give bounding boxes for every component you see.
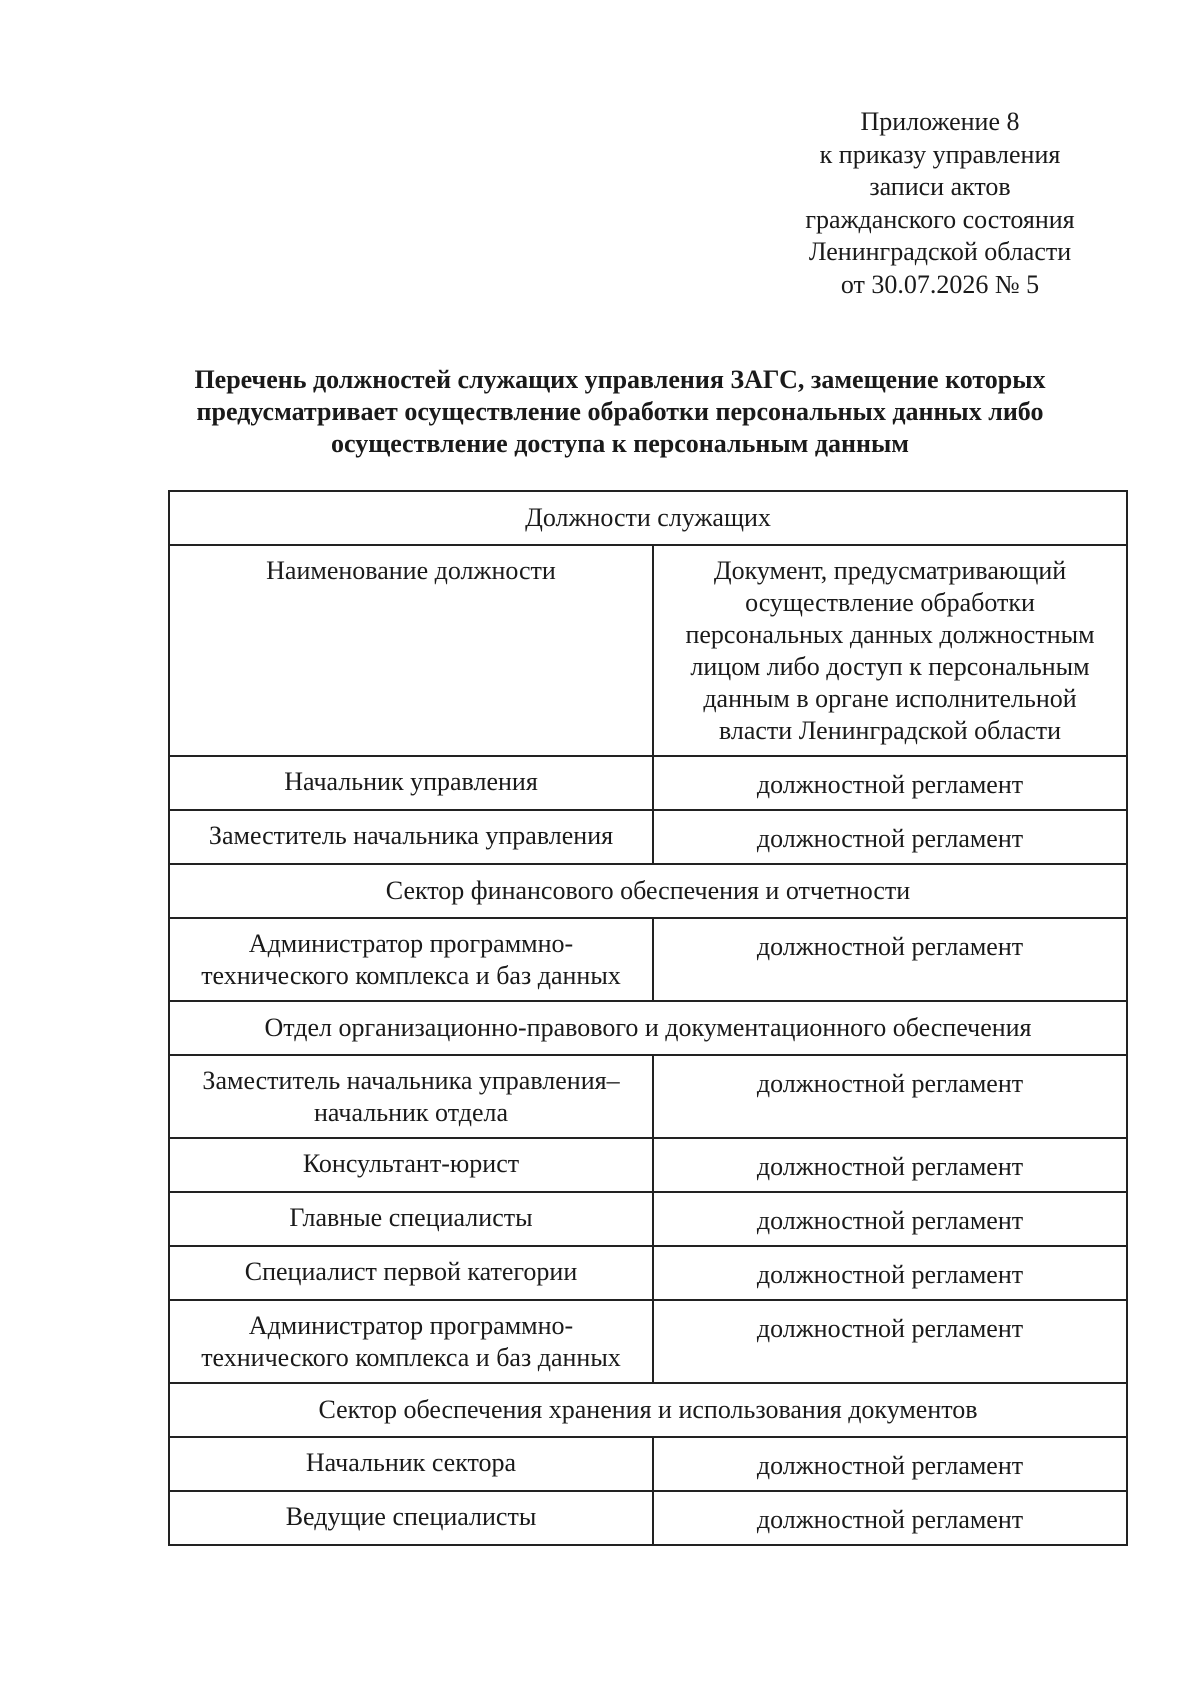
col2-header-line: данным в органе исполнительной	[703, 684, 1077, 713]
title-line: Перечень должностей служащих управления ЗАГС, замещение которых	[194, 365, 1046, 394]
table-section-row	[169, 1001, 1127, 1055]
table-section-row	[169, 864, 1127, 918]
position-name-line: Консультант-юрист	[302, 1149, 520, 1178]
document-title	[120, 364, 1120, 460]
table-row	[169, 1300, 1127, 1383]
table-column-header-row	[169, 545, 1127, 756]
col2-header-line: персональных данных должностным	[685, 620, 1095, 649]
col2-header-line: осуществление обработки	[745, 588, 1035, 617]
position-name-line: Заместитель начальника управления	[208, 821, 614, 850]
document-type-cell: должностной регламент	[653, 1300, 1127, 1383]
document-type-cell: должностной регламент	[653, 1491, 1127, 1545]
position-name-line: Ведущие специалисты	[285, 1502, 537, 1531]
position-name-cell	[169, 1246, 653, 1300]
col2-header	[653, 545, 1127, 756]
appendix-block	[760, 106, 1120, 301]
appendix-line: к приказу управления	[819, 139, 1061, 169]
document-type-cell: должностной регламент	[653, 756, 1127, 810]
position-name-line: технического комплекса и баз данных	[201, 1343, 621, 1372]
position-name-line: Начальник сектора	[305, 1448, 517, 1477]
position-name-cell	[169, 1300, 653, 1383]
col2-header-line: власти Ленинградской области	[718, 716, 1062, 745]
col2-header-line: Документ, предусматривающий	[713, 556, 1067, 585]
document-type-cell: должностной регламент	[653, 918, 1127, 1001]
positions-table	[168, 490, 1128, 1546]
document-type-cell: должностной регламент	[653, 810, 1127, 864]
table-row	[169, 1437, 1127, 1491]
position-name-cell	[169, 1138, 653, 1192]
position-name-line: технического комплекса и баз данных	[201, 961, 621, 990]
table-row	[169, 1192, 1127, 1246]
table-row	[169, 1246, 1127, 1300]
position-name-line: начальник отдела	[313, 1098, 508, 1127]
table-row	[169, 918, 1127, 1001]
position-name-cell	[169, 1437, 653, 1491]
title-line: предусматривает осуществление обработки персональных данных либо	[196, 397, 1044, 426]
section-title: Сектор обеспечения хранения и использования документов	[169, 1383, 1127, 1437]
position-name-line: Главные специалисты	[289, 1203, 533, 1232]
table-group-header-row	[169, 491, 1127, 545]
document-type-cell: должностной регламент	[653, 1437, 1127, 1491]
position-name-cell	[169, 1491, 653, 1545]
appendix-line: записи актов	[869, 172, 1011, 201]
position-name-line: Заместитель начальника управления–	[202, 1066, 620, 1095]
position-name-cell	[169, 1055, 653, 1138]
appendix-line: Приложение 8	[860, 107, 1020, 136]
document-type-cell: должностной регламент	[653, 1192, 1127, 1246]
position-name-cell	[169, 756, 653, 810]
table-row	[169, 810, 1127, 864]
appendix-line: от 30.07.2026 № 5	[840, 269, 1040, 299]
group-header: Должности служащих	[169, 491, 1127, 545]
table-row	[169, 1138, 1127, 1192]
position-name-cell	[169, 1192, 653, 1246]
position-name-line: Администратор программно-	[248, 1311, 574, 1340]
document-type-cell: должностной регламент	[653, 1138, 1127, 1192]
col2-header-line: лицом либо доступ к персональным	[690, 652, 1090, 681]
section-title: Сектор финансового обеспечения и отчетности	[169, 864, 1127, 918]
table-row	[169, 756, 1127, 810]
appendix-line: гражданского состояния	[805, 204, 1075, 234]
position-name-cell	[169, 810, 653, 864]
document-type-cell: должностной регламент	[653, 1055, 1127, 1138]
col1-header: Наименование должности	[169, 545, 653, 756]
table-section-row	[169, 1383, 1127, 1437]
table-row	[169, 1491, 1127, 1545]
position-name-line: Специалист первой категории	[244, 1257, 578, 1286]
document-type-cell: должностной регламент	[653, 1246, 1127, 1300]
title-line: осуществление доступа к персональным данным	[331, 429, 909, 458]
appendix-line: Ленинградской области	[808, 237, 1072, 266]
position-name-line: Начальник управления	[284, 767, 538, 796]
section-title: Отдел организационно-правового и документационного обеспечения	[169, 1001, 1127, 1055]
position-name-line: Администратор программно-	[248, 929, 574, 958]
positions-table-body	[169, 491, 1127, 1545]
table-row	[169, 1055, 1127, 1138]
position-name-cell	[169, 918, 653, 1001]
